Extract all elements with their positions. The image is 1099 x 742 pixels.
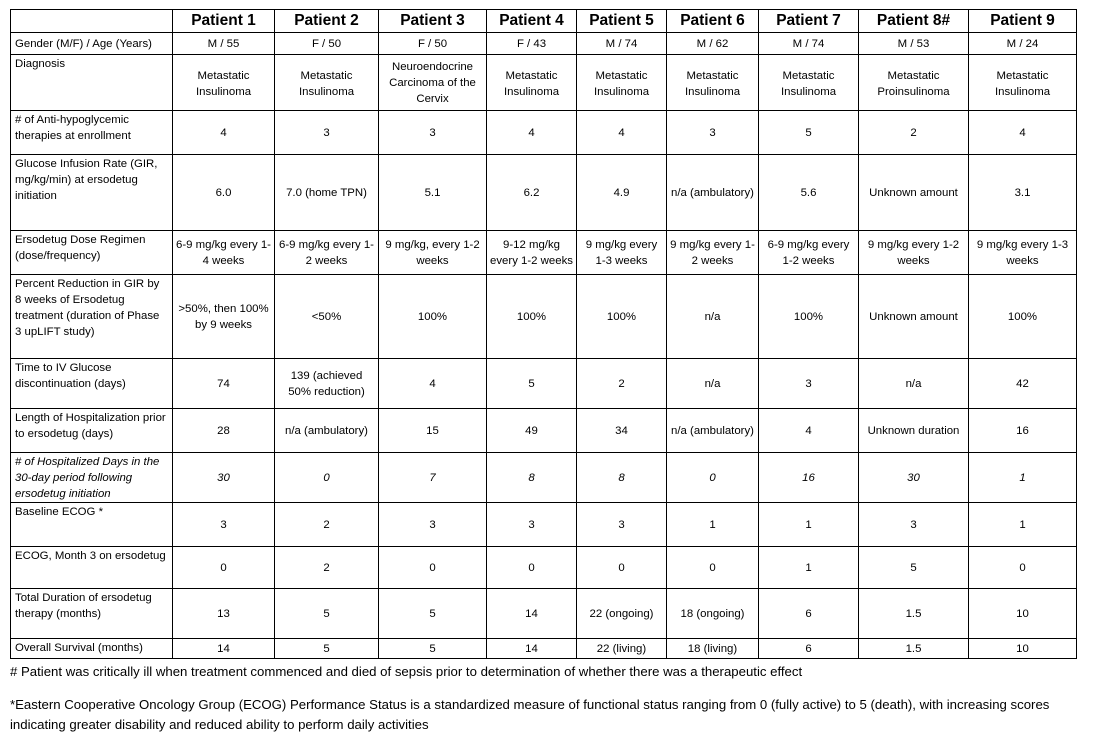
- table-cell: >50%, then 100% by 9 weeks: [173, 275, 275, 359]
- table-cell: 5: [859, 547, 969, 589]
- header-patient-4: Patient 4: [487, 10, 577, 33]
- table-cell: 3: [667, 111, 759, 155]
- table-cell: Neuroendocrine Carcinoma of the Cervix: [379, 55, 487, 111]
- table-cell: 0: [379, 547, 487, 589]
- table-cell: M / 74: [577, 33, 667, 55]
- footnote-ecog: *Eastern Cooperative Oncology Group (ECOG) Performance Status is a standardized measure of functional status ranging from 0 (fully active) to 5 (death), with increasing scores indicating greater disability and reduced ability to perform daily activities: [10, 697, 1050, 732]
- table-row: [11, 503, 1077, 547]
- table-cell: 14: [487, 639, 577, 659]
- table-cell: 42: [969, 359, 1077, 409]
- table-cell: n/a: [859, 359, 969, 409]
- table-cell: 139 (achieved 50% reduction): [275, 359, 379, 409]
- table-cell: Metastatic Insulinoma: [173, 55, 275, 111]
- table-cell: 9-12 mg/kg every 1-2 weeks: [487, 231, 577, 275]
- table-cell: <50%: [275, 275, 379, 359]
- table-cell: 7.0 (home TPN): [275, 155, 379, 231]
- table-cell: F / 50: [275, 33, 379, 55]
- footnote-hash: # Patient was critically ill when treatment commenced and died of sepsis prior to determination of whether there was a therapeutic effect: [10, 664, 803, 679]
- table-cell: 10: [969, 589, 1077, 639]
- table-cell: 2: [577, 359, 667, 409]
- table-cell: 9 mg/kg every 1-2 weeks: [667, 231, 759, 275]
- table-cell: 6.2: [487, 155, 577, 231]
- header-patient-8: Patient 8#: [859, 10, 969, 33]
- table-cell: 1: [667, 503, 759, 547]
- table-cell: 5.1: [379, 155, 487, 231]
- header-patient-2: Patient 2: [275, 10, 379, 33]
- table-cell: 1: [759, 547, 859, 589]
- table-cell: 18 (ongoing): [667, 589, 759, 639]
- table-cell: n/a (ambulatory): [667, 409, 759, 453]
- table-cell: M / 55: [173, 33, 275, 55]
- header-patient-3: Patient 3: [379, 10, 487, 33]
- table-cell: M / 53: [859, 33, 969, 55]
- table-cell: 2: [275, 503, 379, 547]
- table-cell: 0: [667, 547, 759, 589]
- table-cell: 100%: [969, 275, 1077, 359]
- row-label: Gender (M/F) / Age (Years): [11, 33, 173, 55]
- table-cell: 5: [275, 639, 379, 659]
- table-cell: 4: [969, 111, 1077, 155]
- table-row: [11, 275, 1077, 359]
- table-cell: 9 mg/kg every 1-3 weeks: [969, 231, 1077, 275]
- table-cell: n/a: [667, 359, 759, 409]
- table-cell: 3: [379, 111, 487, 155]
- table-cell: Metastatic Proinsulinoma: [859, 55, 969, 111]
- table-cell: 15: [379, 409, 487, 453]
- table-cell: 2: [275, 547, 379, 589]
- table-cell: 3: [487, 503, 577, 547]
- row-label: Total Duration of ersodetug therapy (months): [11, 589, 173, 639]
- table-cell: 0: [275, 453, 379, 503]
- table-cell: 0: [667, 453, 759, 503]
- table-cell: 100%: [379, 275, 487, 359]
- table-cell: 0: [577, 547, 667, 589]
- table-cell: 6-9 mg/kg every 1-2 weeks: [759, 231, 859, 275]
- table-cell: Metastatic Insulinoma: [275, 55, 379, 111]
- table-cell: 6-9 mg/kg every 1-2 weeks: [275, 231, 379, 275]
- table-cell: 74: [173, 359, 275, 409]
- table-cell: 5: [275, 589, 379, 639]
- table-cell: 3: [379, 503, 487, 547]
- table-cell: 3: [275, 111, 379, 155]
- table-cell: M / 24: [969, 33, 1077, 55]
- header-patient-7: Patient 7: [759, 10, 859, 33]
- row-label: Percent Reduction in GIR by 8 weeks of Ersodetug treatment (duration of Phase 3 upLIFT study): [11, 275, 173, 359]
- table-cell: 18 (living): [667, 639, 759, 659]
- row-label: Baseline ECOG *: [11, 503, 173, 547]
- table-cell: Metastatic Insulinoma: [969, 55, 1077, 111]
- row-label: # of Anti-hypoglycemic therapies at enrollment: [11, 111, 173, 155]
- table-cell: 6: [759, 589, 859, 639]
- header-patient-6: Patient 6: [667, 10, 759, 33]
- table-cell: Unknown amount: [859, 275, 969, 359]
- table-cell: n/a (ambulatory): [667, 155, 759, 231]
- table-cell: Metastatic Insulinoma: [487, 55, 577, 111]
- table-cell: 8: [577, 453, 667, 503]
- table-cell: 2: [859, 111, 969, 155]
- table-cell: 22 (living): [577, 639, 667, 659]
- table-cell: 0: [487, 547, 577, 589]
- table-cell: 30: [173, 453, 275, 503]
- table-cell: 3: [577, 503, 667, 547]
- table-row: [11, 33, 1077, 55]
- table-row: [11, 359, 1077, 409]
- row-label: # of Hospitalized Days in the 30-day period following ersodetug initiation: [11, 453, 173, 503]
- table-cell: 34: [577, 409, 667, 453]
- table-cell: 100%: [577, 275, 667, 359]
- table-header-row: [11, 10, 1077, 33]
- table-cell: 10: [969, 639, 1077, 659]
- table-cell: 4: [379, 359, 487, 409]
- table-cell: 3: [859, 503, 969, 547]
- table-cell: 9 mg/kg, every 1-2 weeks: [379, 231, 487, 275]
- table-cell: Unknown amount: [859, 155, 969, 231]
- table-row: [11, 55, 1077, 111]
- table-cell: n/a (ambulatory): [275, 409, 379, 453]
- table-cell: 5: [379, 589, 487, 639]
- table-cell: 13: [173, 589, 275, 639]
- table-cell: 100%: [487, 275, 577, 359]
- table-cell: 0: [969, 547, 1077, 589]
- header-patient-1: Patient 1: [173, 10, 275, 33]
- table-cell: 3: [173, 503, 275, 547]
- table-row: [11, 155, 1077, 231]
- header-patient-5: Patient 5: [577, 10, 667, 33]
- table-cell: 0: [173, 547, 275, 589]
- table-cell: 3: [759, 359, 859, 409]
- patient-outcomes-table: [10, 9, 1077, 659]
- table-cell: 9 mg/kg every 1-3 weeks: [577, 231, 667, 275]
- table-cell: 1.5: [859, 639, 969, 659]
- table-row: [11, 589, 1077, 639]
- table-cell: 9 mg/kg every 1-2 weeks: [859, 231, 969, 275]
- table-cell: 5.6: [759, 155, 859, 231]
- table-cell: Metastatic Insulinoma: [759, 55, 859, 111]
- table-cell: 30: [859, 453, 969, 503]
- table-cell: 16: [759, 453, 859, 503]
- table-row: [11, 547, 1077, 589]
- header-cell-empty: [11, 10, 173, 33]
- table-cell: 4: [759, 409, 859, 453]
- table-cell: 16: [969, 409, 1077, 453]
- row-label: Glucose Infusion Rate (GIR, mg/kg/min) at ersodetug initiation: [11, 155, 173, 231]
- row-label: Length of Hospitalization prior to ersodetug (days): [11, 409, 173, 453]
- table-cell: Metastatic Insulinoma: [667, 55, 759, 111]
- table-cell: 49: [487, 409, 577, 453]
- table-cell: 4.9: [577, 155, 667, 231]
- header-patient-9: Patient 9: [969, 10, 1077, 33]
- table-cell: 6.0: [173, 155, 275, 231]
- table-cell: 6-9 mg/kg every 1-4 weeks: [173, 231, 275, 275]
- table-cell: F / 43: [487, 33, 577, 55]
- table-cell: 100%: [759, 275, 859, 359]
- table-cell: 5: [759, 111, 859, 155]
- table-cell: 1.5: [859, 589, 969, 639]
- table-cell: 7: [379, 453, 487, 503]
- table-row: [11, 111, 1077, 155]
- table-cell: 14: [487, 589, 577, 639]
- row-label: Overall Survival (months): [11, 639, 173, 659]
- table-cell: 5: [487, 359, 577, 409]
- table-cell: 8: [487, 453, 577, 503]
- table-cell: F / 50: [379, 33, 487, 55]
- table-row: [11, 409, 1077, 453]
- row-label: ECOG, Month 3 on ersodetug: [11, 547, 173, 589]
- row-label: Time to IV Glucose discontinuation (days): [11, 359, 173, 409]
- row-label: Ersodetug Dose Regimen (dose/frequency): [11, 231, 173, 275]
- table-cell: 5: [379, 639, 487, 659]
- table-cell: 3.1: [969, 155, 1077, 231]
- table-row: [11, 639, 1077, 659]
- table-cell: 6: [759, 639, 859, 659]
- table-cell: M / 62: [667, 33, 759, 55]
- table-cell: Unknown duration: [859, 409, 969, 453]
- row-label: Diagnosis: [11, 55, 173, 111]
- table-cell: 4: [487, 111, 577, 155]
- table-cell: 1: [759, 503, 859, 547]
- table-row: [11, 231, 1077, 275]
- table-cell: 1: [969, 453, 1077, 503]
- table-cell: 1: [969, 503, 1077, 547]
- table-cell: 22 (ongoing): [577, 589, 667, 639]
- table-cell: 28: [173, 409, 275, 453]
- table-cell: Metastatic Insulinoma: [577, 55, 667, 111]
- table-row: [11, 453, 1077, 503]
- table-cell: n/a: [667, 275, 759, 359]
- table-cell: 4: [577, 111, 667, 155]
- table-cell: 4: [173, 111, 275, 155]
- table-cell: 14: [173, 639, 275, 659]
- table-cell: M / 74: [759, 33, 859, 55]
